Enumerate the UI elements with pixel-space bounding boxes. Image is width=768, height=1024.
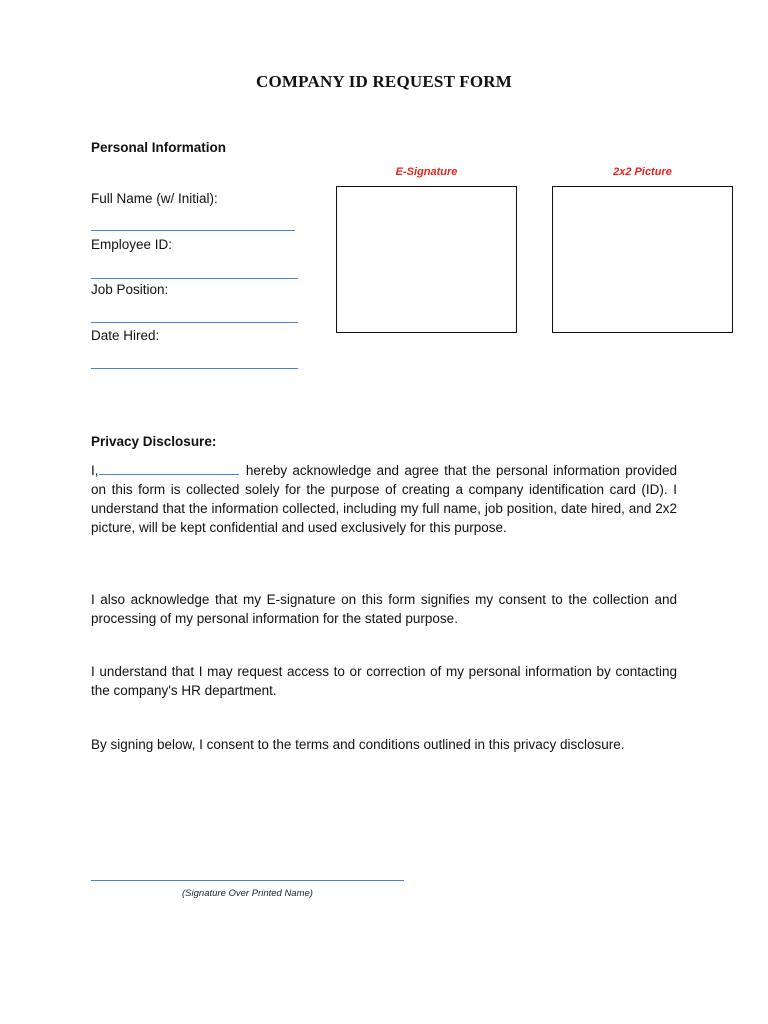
privacy-disclosure-heading: Privacy Disclosure: [91,434,217,449]
full-name-field[interactable] [91,230,295,231]
privacy-p1-prefix: I, [91,463,99,478]
employee-id-field[interactable] [91,278,298,279]
esignature-box[interactable] [336,186,517,333]
date-hired-label: Date Hired: [91,328,160,343]
privacy-paragraph-3: I understand that I may request access to or correction of my personal information by contacting the company's HR department. [91,664,677,698]
privacy-p1-text: hereby acknowledge and agree that the personal information provided on this form is collected solely for the purpose of creating a company identification card (ID). I understand that the information collected, including my full name, job position, date hired, and 2x2 picture, will be kept confidential and used exclusively for this purpose. [91,463,677,535]
personal-information-heading: Personal Information [91,140,227,155]
signature-field[interactable] [91,880,404,881]
employee-id-label: Employee ID: [91,237,173,252]
job-position-label: Job Position: [91,282,169,297]
esignature-caption: E-Signature [395,166,458,178]
signature-caption: (Signature Over Printed Name) [182,888,313,899]
date-hired-field[interactable] [91,368,298,369]
privacy-paragraph-4: By signing below, I consent to the terms and conditions outlined in this privacy disclosure. [91,737,625,752]
job-position-field[interactable] [91,322,298,323]
picture-box[interactable] [552,186,733,333]
full-name-label: Full Name (w/ Initial): [91,191,218,206]
picture-caption: 2x2 Picture [613,166,672,178]
form-title: COMPANY ID REQUEST FORM [256,72,512,91]
acknowledger-name-field[interactable] [99,461,239,475]
privacy-paragraph-1 [91,461,677,537]
privacy-paragraph-2: I also acknowledge that my E-signature on this form signifies my consent to the collection and processing of my personal information for the stated purpose. [91,592,677,626]
